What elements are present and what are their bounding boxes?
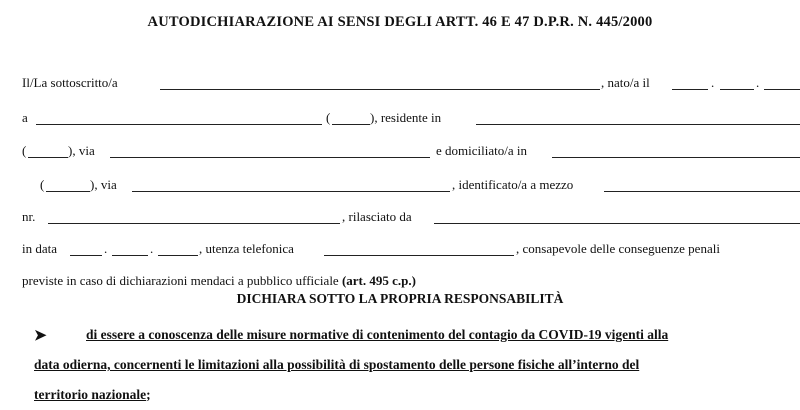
identificato-label: , identificato/a a mezzo	[452, 177, 574, 192]
in-data-label: in data	[22, 241, 58, 256]
declaration-heading: DICHIARA SOTTO LA PROPRIA RESPONSABILITÀ	[236, 291, 564, 306]
birth-place-field[interactable]	[36, 124, 322, 125]
birth-province-field[interactable]	[332, 124, 370, 125]
date-dot: .	[150, 241, 154, 256]
domicile-street-field[interactable]	[132, 191, 450, 192]
declaration-line-3: territorio nazionale;	[34, 387, 151, 402]
paren-open: (	[40, 177, 45, 192]
date-dot: .	[756, 75, 760, 90]
domicile-city-field[interactable]	[552, 157, 800, 158]
declaration-line-1: di essere a conoscenza delle misure normative di contenimento del contagio da COVID-19 vigenti alla	[86, 327, 669, 342]
art-reference: (art. 495 c.p.)	[341, 273, 416, 288]
arrow-bullet-icon: ➤	[34, 328, 47, 344]
residente-label: ), residente in	[370, 110, 442, 125]
nato-label: , nato/a il	[601, 75, 650, 90]
residence-city-field[interactable]	[476, 124, 800, 125]
issue-day-field[interactable]	[70, 255, 102, 256]
phone-field[interactable]	[324, 255, 514, 256]
consapevole-label: , consapevole delle conseguenze penali	[516, 241, 720, 256]
birth-year-field[interactable]	[764, 89, 800, 90]
sottoscritto-label: Il/La sottoscritto/a	[22, 75, 118, 90]
a-label: a	[22, 110, 28, 125]
nr-label: nr.	[22, 209, 36, 224]
date-dot: .	[104, 241, 108, 256]
document-title: AUTODICHIARAZIONE AI SENSI DEGLI ARTT. 46 E 47 D.P.R. N. 445/2000	[147, 14, 653, 30]
declaration-line-2: data odierna, concernenti le limitazioni alla possibilità di spostamento delle persone fisiche all’interno del	[34, 357, 640, 372]
utenza-label: , utenza telefonica	[199, 241, 294, 256]
birth-month-field[interactable]	[720, 89, 754, 90]
id-document-field[interactable]	[604, 191, 800, 192]
birth-day-field[interactable]	[672, 89, 708, 90]
issue-month-field[interactable]	[112, 255, 148, 256]
date-dot: .	[711, 75, 715, 90]
rilasciato-label: , rilasciato da	[342, 209, 412, 224]
paren-open: (	[22, 143, 27, 158]
domiciliato-label: e domiciliato/a in	[436, 143, 527, 158]
document-number-field[interactable]	[48, 223, 340, 224]
paren-open: (	[326, 110, 331, 125]
via-label: ), via	[90, 177, 117, 192]
via-label: ), via	[68, 143, 95, 158]
issue-year-field[interactable]	[158, 255, 198, 256]
name-field[interactable]	[160, 89, 600, 90]
previste-text: previste in caso di dichiarazioni mendaci a pubblico ufficiale (art. 495 c.p.)	[22, 273, 416, 288]
residence-street-field[interactable]	[110, 157, 430, 158]
issued-by-field[interactable]	[434, 223, 800, 224]
domicile-province-field[interactable]	[46, 191, 90, 192]
residence-province-field[interactable]	[28, 157, 68, 158]
